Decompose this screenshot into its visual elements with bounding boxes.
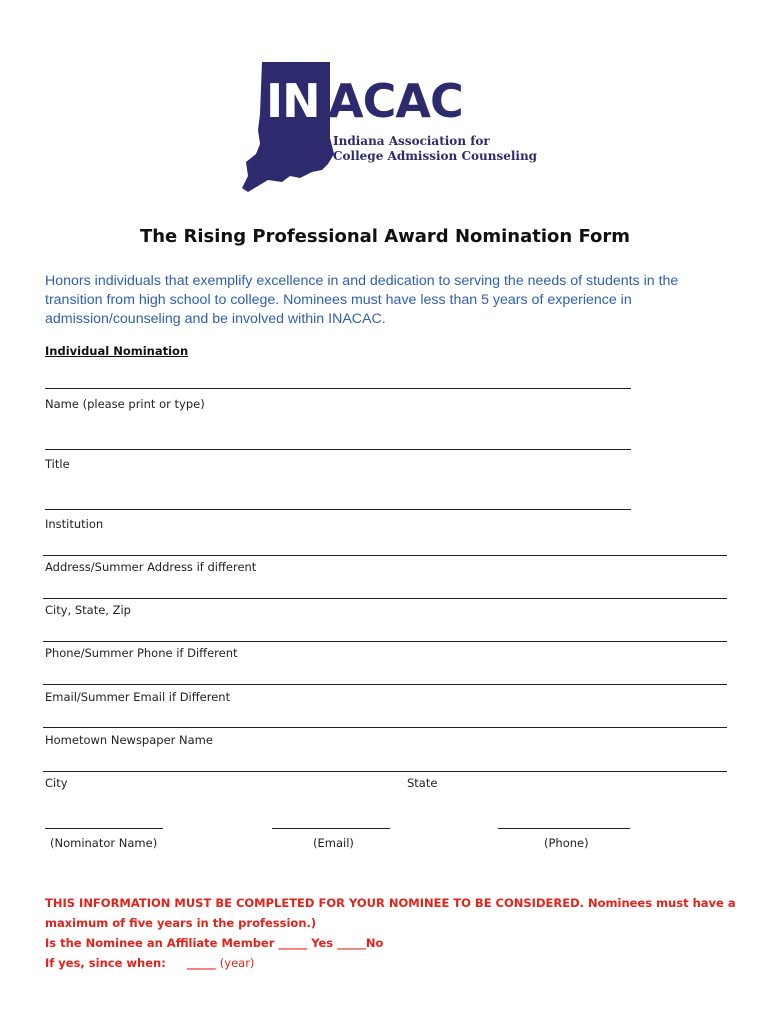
address-label: Address/Summer Address if different — [45, 560, 257, 574]
institution-field-line[interactable] — [45, 509, 631, 510]
nominator-email-label: (Email) — [313, 836, 354, 850]
logo-subtitle-line2: College Admission Counseling — [333, 149, 538, 163]
affiliate-yes-blank[interactable]: _____ — [337, 936, 366, 950]
affiliate-yes: Yes — [311, 936, 334, 950]
notice-line2: maximum of five years in the profession.) — [45, 916, 317, 930]
nominator-name-line[interactable] — [45, 828, 163, 829]
email-label: Email/Summer Email if Different — [45, 690, 231, 704]
name-field-line[interactable] — [45, 388, 631, 389]
city-state-zip-field-line[interactable] — [43, 598, 727, 599]
form-title: The Rising Professional Award Nomination Form — [139, 226, 631, 247]
city-state-zip-label: City, State, Zip — [45, 603, 131, 617]
address-field-line[interactable] — [43, 555, 727, 556]
nominator-phone-label: (Phone) — [544, 836, 589, 850]
phone-field-line[interactable] — [43, 641, 727, 642]
affiliate-blank[interactable]: _____ — [278, 936, 308, 950]
title-field-line[interactable] — [45, 449, 631, 450]
affiliate-question: Is the Nominee an Affiliate Member — [45, 936, 275, 950]
affiliate-question-row — [45, 933, 725, 953]
notice-line1: THIS INFORMATION MUST BE COMPLETED FOR YOUR NOMINEE TO BE CONSIDERED. Nominees must have a — [45, 896, 736, 910]
affiliate-no: No — [365, 936, 384, 950]
logo-subtitle-line1: Indiana Association for — [333, 134, 490, 148]
since-year: (year) — [219, 956, 255, 970]
nominator-email-line[interactable] — [272, 828, 390, 829]
title-label: Title — [45, 457, 70, 471]
logo-acac-text: ACAC — [328, 74, 463, 128]
email-field-line[interactable] — [43, 684, 727, 685]
since-blank[interactable]: _____ — [187, 956, 216, 970]
intro-paragraph: Honors individuals that exemplify excellence in and dedication to serving the needs of students in the transition from high school to college. Nominees must have less than 5 years of experience in admission/counseling and be involved within INACAC. — [45, 273, 679, 327]
city-state-field-line[interactable] — [43, 771, 727, 772]
nominator-name-label: (Nominator Name) — [50, 836, 158, 850]
name-label: Name (please print or type) — [45, 397, 205, 411]
newspaper-label: Hometown Newspaper Name — [45, 733, 213, 747]
logo-in-text: IN — [266, 74, 320, 128]
phone-label: Phone/Summer Phone if Different — [45, 646, 238, 660]
since-row — [45, 953, 725, 973]
since-label: If yes, since when: — [45, 956, 166, 970]
newspaper-field-line[interactable] — [43, 727, 727, 728]
state-label: State — [407, 776, 438, 790]
institution-label: Institution — [45, 517, 104, 531]
section-heading: Individual Nomination — [45, 344, 189, 358]
notice-block — [45, 893, 736, 973]
city-label: City — [45, 776, 68, 790]
nominator-phone-line[interactable] — [498, 828, 630, 829]
